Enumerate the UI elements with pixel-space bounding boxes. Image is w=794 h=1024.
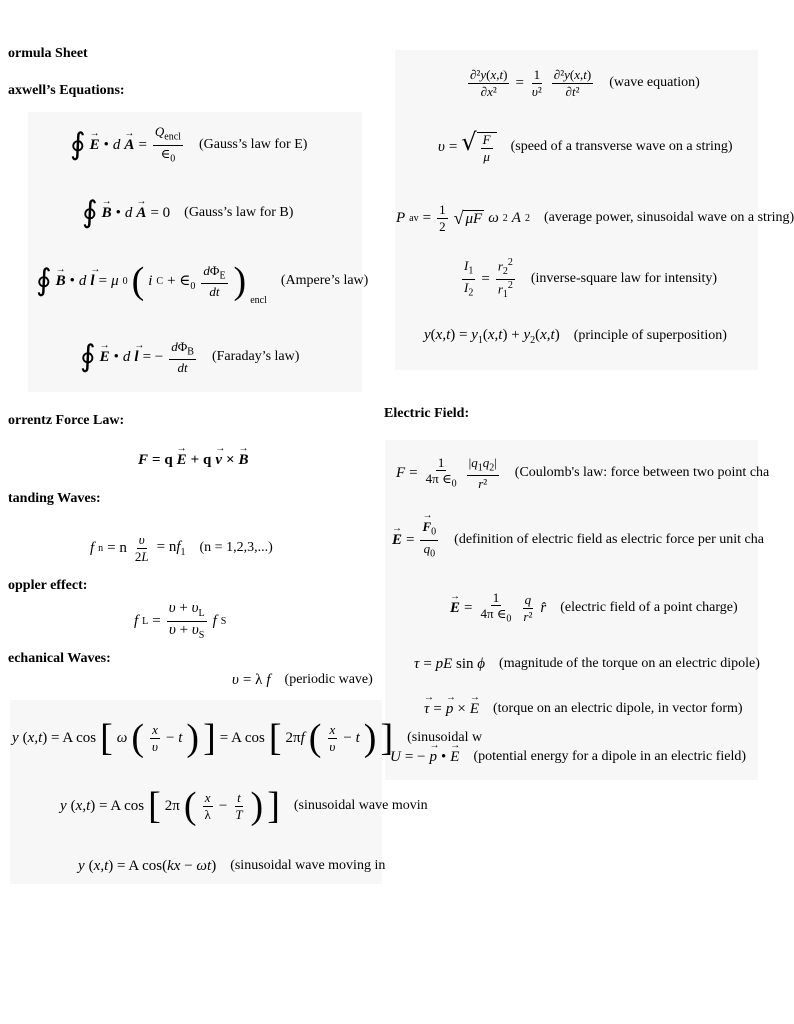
electric-field-definition-desc: (definition of electric field as electric force per unit cha (454, 532, 764, 547)
gauss-law-b-equation: ∮ → B • d → A = 0 (Gauss’s law for B) (82, 198, 293, 228)
faraday-law-desc: (Faraday’s law) (211, 349, 300, 364)
wave-equation-desc: (wave equation) (609, 75, 700, 90)
mechanical-waves-heading: echanical Waves: (8, 651, 111, 666)
lorentz-heading: orrentz Force Law: (8, 413, 125, 428)
sinusoidal-wave-desc-3: (sinusoidal wave moving in (230, 858, 386, 873)
superposition-equation: $y(x,t) = y_1(x,t) + y_2(x,t)$ (principle of superposition) (424, 326, 727, 346)
faraday-law-equation: ∮ → E • d → l = − $\frac{d\Phi_B}{dt}$ (Faraday’s law) (80, 335, 299, 379)
ampere-law-equation: ∮ → B • d → l = μ 0 ( i C + $\in_0$ $\frac{d\Phi_E}{dt}$ ) $_{encl}$ (Ampere’s law) (36, 256, 368, 306)
coulomb-law-equation: F = $\frac{1}{4\pi \in_0}$ $\frac{|q_1q_2|}{\text{r²}}$ (Coulomb's law: force between two point cha (396, 454, 770, 491)
inverse-square-desc: (inverse-square law for intensity) (530, 271, 718, 286)
maxwell-heading: axwell’s Equations: (8, 83, 125, 98)
standing-waves-heading: tanding Waves: (8, 491, 101, 506)
lorentz-force-equation: F = q → E + q → v × → B (138, 448, 249, 472)
standing-waves-n: (n = 1,2,3,...) (199, 540, 273, 555)
doppler-heading: oppler effect: (8, 578, 88, 593)
string-speed-equation: υ = √ $\frac{F}{\mu}$ (speed of a transverse wave on a string) (438, 128, 733, 164)
torque-vector-equation: → τ = → p × → E (torque on an electric dipole, in vector form) (424, 696, 743, 722)
electric-field-heading: Electric Field: (384, 406, 470, 421)
average-power-equation: P av = $\frac{1}{2}$ √ μF ω 2 A 2 (average power, sinusoidal wave on a string) (396, 201, 794, 234)
torque-magnitude-equation: τ = pE sin ϕ (magnitude of the torque on an electric dipole) (414, 655, 760, 672)
gauss-law-e-equation: ∮ → E • d → A = $\frac{Q_{encl}}{\in_0}$ (Gauss’s law for E) (70, 125, 307, 165)
ampere-law-desc: (Ampere’s law) (280, 273, 369, 288)
page-title: ormula Sheet (8, 46, 88, 61)
gauss-law-e-desc: (Gauss’s law for E) (198, 137, 308, 152)
string-speed-desc: (speed of a transverse wave on a string) (510, 139, 733, 154)
dipole-potential-equation: U = − → p • → E (potential energy for a dipole in an electric field) (390, 744, 746, 770)
average-power-desc: (average power, sinusoidal wave on a string) (543, 210, 794, 225)
sinusoidal-wave-equation-1: y (x,t) = A cos [ ω ( $\frac{x}{\upsilon}$ − t ) ] = A cos [ 2πf ( $\frac{x}{\upsilon}$ − t ) ] (sinusoidal w (12, 717, 483, 759)
sinusoidal-wave-desc-2: (sinusoidal wave movin (293, 798, 428, 813)
point-charge-field-desc: (electric field of a point charge) (560, 600, 738, 615)
dipole-potential-desc: (potential energy for a dipole in an electric field) (473, 749, 747, 764)
standing-waves-equation: f n = n $\frac{\upsilon}{2L}$ = $nf_1$ (n = 1,2,3,...) (90, 531, 273, 564)
sinusoidal-wave-equation-2: y (x,t) = A cos [ 2π ( $\frac{x}{\lambda}$ − $\frac{t}{T}$ ) ] (sinusoidal wave movin (60, 785, 428, 827)
periodic-wave-desc: (periodic wave) (284, 672, 373, 687)
wave-equation: $\frac{\text{∂²y(x,t)}}{\text{∂x²}}$ = $\frac{1}{\text{υ²}}$ $\frac{\text{∂²y(x,t)}}{\text{∂t²}}$ (wave equation) (470, 66, 700, 99)
electric-field-definition-equation: → E = → $\frac{F_0}{q_0}$ (definition of electric field as electric force per unit cha (392, 518, 758, 562)
point-charge-field-equation: → E = $\frac{1}{4\pi \in_0}$ $\frac{q}{\text{r²}}$ r̂ (electric field of a point charge) (450, 588, 738, 628)
sinusoidal-wave-desc-1: (sinusoidal w (407, 730, 483, 745)
superposition-desc: (principle of superposition) (573, 328, 727, 343)
torque-magnitude-desc: (magnitude of the torque on an electric dipole) (499, 656, 760, 671)
periodic-wave-equation: υ = λ f (periodic wave) (232, 671, 373, 688)
sinusoidal-wave-equation-3: y (x,t) = A cos(kx − ωt) (sinusoidal wave moving in (78, 857, 386, 874)
inverse-square-equation: $\frac{I_1}{I_2}$ = $\frac{r_2^2}{r_1^2}$ (inverse-square law for intensity) (464, 257, 718, 300)
doppler-equation: f L = $\frac{\upsilon + \upsilon_L}{\upsilon + \upsilon_S}$ f S (134, 600, 227, 641)
coulomb-law-desc: (Coulomb's law: force between two point cha (514, 465, 770, 480)
gauss-law-b-desc: (Gauss’s law for B) (184, 205, 294, 220)
torque-vector-desc: (torque on an electric dipole, in vector form) (492, 701, 743, 716)
